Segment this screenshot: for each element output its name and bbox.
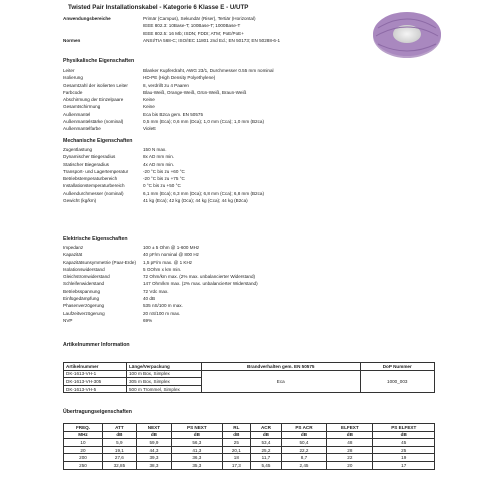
article-number: DK-1613-VH-1 xyxy=(64,370,127,378)
spec-label: Außenmantel xyxy=(63,111,91,117)
spec-row xyxy=(63,310,443,317)
spec-value: 535 nS/100 m max. xyxy=(143,303,183,309)
spec-label: Außenmantelstärke (nominal) xyxy=(63,119,124,125)
spec-row xyxy=(63,168,443,175)
unit-cell: dB xyxy=(281,431,326,439)
spec-label: Isolationswiderstand xyxy=(63,266,105,272)
table-cell: 20 xyxy=(64,446,103,454)
table-cell: 18 xyxy=(222,454,251,462)
table-cell: 20 xyxy=(327,461,373,469)
table-row xyxy=(64,446,435,454)
spec-value: 0,5 mm (Eca); 0,6 mm (Dca); 1,0 mm (Cca); 1,0 mm (B2ca) xyxy=(143,119,264,125)
application-row xyxy=(63,15,443,37)
spec-label: Leiter xyxy=(63,68,75,73)
table-cell: 48 xyxy=(327,439,373,447)
unit-cell: dB xyxy=(251,431,282,439)
table-cell: 22,2 xyxy=(281,446,326,454)
spec-value: 6,1 mm (Eca); 6,3 mm (Dca); 6,8 mm (Cca); 6,8 mm (B2ca) xyxy=(143,190,264,196)
article-number: DK-1613-VH-305 xyxy=(64,378,127,386)
spec-label: Laufzeitverzögerung xyxy=(63,310,105,316)
spec-row xyxy=(63,317,443,324)
table-cell: 41,3 xyxy=(172,446,222,454)
spec-row xyxy=(63,280,443,287)
spec-row xyxy=(63,266,443,273)
article-packaging: 305 m Box, Simplex xyxy=(127,378,202,386)
electrical-section xyxy=(63,244,443,324)
transmission-table xyxy=(63,423,435,470)
unit-cell: dB xyxy=(222,431,251,439)
spec-row xyxy=(63,259,443,266)
articles-table xyxy=(63,362,435,393)
spec-row xyxy=(63,175,443,182)
dop-number-cell: 1000_003 xyxy=(360,370,435,393)
spec-label: Abschirmung der Einzelpaare xyxy=(63,97,124,103)
table-cell: 45 xyxy=(373,439,435,447)
table-cell: 11,7 xyxy=(251,454,282,462)
table-cell: 17,3 xyxy=(222,461,251,469)
table-cell: 5,45 xyxy=(251,461,282,469)
spec-row xyxy=(63,288,443,295)
spec-label: Isolierung xyxy=(63,75,83,81)
table-cell: 28 xyxy=(327,446,373,454)
spec-value: HD-PE (High Density Polyethylene) xyxy=(143,75,216,81)
application-value-2: IEEE 802.3: 10Base-T; 100Base-T; 1000Base-T xyxy=(143,23,241,29)
mechanical-heading: Mechanische Eigenschaften xyxy=(63,138,133,144)
spec-label: Betriebstemperaturbereich xyxy=(63,176,118,182)
spec-label: Farbcode xyxy=(63,89,83,95)
spec-value: 72 Vdc max. xyxy=(143,288,169,294)
table-cell: 2,45 xyxy=(281,461,326,469)
spec-value: 40 dB xyxy=(143,296,156,302)
column-header: Artikelnummer xyxy=(64,363,127,371)
spec-label: Transport- und Lagertemperatur xyxy=(63,168,129,174)
spec-value: Eca bis B2ca gem. EN 50575 xyxy=(143,111,204,117)
table-cell: 250 xyxy=(64,461,103,469)
unit-cell: dB xyxy=(373,431,435,439)
spec-value: 1,5 pF/m max. @ 1 KHz xyxy=(143,259,193,265)
table-cell: 35,3 xyxy=(172,461,222,469)
spec-value: 8x AD mm min. xyxy=(143,154,175,160)
unit-cell: dB xyxy=(327,431,373,439)
spec-row xyxy=(63,302,443,309)
unit-cell: dB xyxy=(136,431,171,439)
spec-value: Keine xyxy=(143,97,155,103)
spec-row xyxy=(63,82,443,89)
spec-label: Phasenverzögerung xyxy=(63,303,105,309)
unit-cell: dB xyxy=(172,431,222,439)
table-cell: 20,1 xyxy=(222,446,251,454)
spec-value: 5 GOhm x km min. xyxy=(143,266,182,272)
column-header: RL xyxy=(222,424,251,432)
spec-value: 150 N max. xyxy=(143,147,167,152)
spec-value: 40 pF/m nominal @ 800 Hz xyxy=(143,252,199,258)
spec-label: Gleichstromwiderstand xyxy=(63,274,110,280)
spec-row xyxy=(63,74,443,81)
spec-value: 8, verdrillt zu 4 Paaren xyxy=(143,82,189,88)
spec-value: 69% xyxy=(143,317,153,323)
table-cell: 44,3 xyxy=(136,446,171,454)
spec-label: Installationstemperaturbereich xyxy=(63,183,125,189)
table-cell: 38,3 xyxy=(136,461,171,469)
spec-value: Blau-Weiß, Orange-Weiß, Grün-Weiß, Braun-Weiß xyxy=(143,89,247,95)
spec-row xyxy=(63,118,443,125)
table-cell: 5,9 xyxy=(102,439,136,447)
spec-value: 0 °C bis zu +50 °C xyxy=(143,183,181,189)
application-value-3: IEEE 802.5: 16 Mb; ISDN; FDDI; ATM; PoE/PoE+ xyxy=(143,30,244,36)
spec-row xyxy=(63,251,443,258)
spec-row xyxy=(63,125,443,132)
spec-value: 41 kg (Eca); 42 kg (Dca); 44 kg (Cca); 44 kg (B2ca) xyxy=(143,198,248,204)
spec-row xyxy=(63,161,443,168)
spec-label: Zugentlastung xyxy=(63,147,93,152)
table-header-row xyxy=(64,363,435,371)
spec-label: NVP xyxy=(63,317,73,323)
spec-label: Dynamischer Biegeradius xyxy=(63,154,116,160)
table-cell: 25 xyxy=(222,439,251,447)
table-cell: 53,4 xyxy=(251,439,282,447)
column-header: ELFEXT xyxy=(327,424,373,432)
spec-value: 147 Ohm/km max. (2% max. unbalancierter Widerstand) xyxy=(143,281,258,287)
table-cell: 25,2 xyxy=(251,446,282,454)
table-cell: 19 xyxy=(373,454,435,462)
table-row xyxy=(64,461,435,469)
spec-value: -20 °C bis zu +60 °C xyxy=(143,168,185,174)
spec-value: -20 °C bis zu +75 °C xyxy=(143,176,185,182)
spec-row xyxy=(63,295,443,302)
table-cell: 39,3 xyxy=(136,454,171,462)
column-header: Brandverhalten gem. EN 50575 xyxy=(202,363,361,371)
articles-heading: Artikelnummer Information xyxy=(63,342,130,348)
column-header: PS ELFEXT xyxy=(373,424,435,432)
table-cell: 25 xyxy=(373,446,435,454)
spec-row xyxy=(63,111,443,118)
norms-label: Normen xyxy=(63,37,81,43)
spec-label: Impedanz xyxy=(63,245,84,250)
spec-label: Kapazität xyxy=(63,252,83,258)
spec-row xyxy=(63,89,443,96)
spec-row xyxy=(63,67,443,74)
general-section xyxy=(63,15,443,44)
spec-label: Schleifenwiderstand xyxy=(63,281,105,287)
spec-row xyxy=(63,244,443,251)
table-cell: 50,4 xyxy=(281,439,326,447)
spec-row xyxy=(63,146,443,153)
table-row xyxy=(64,370,435,378)
fire-class-cell: Eca xyxy=(202,370,361,393)
column-header: PS ACR xyxy=(281,424,326,432)
spec-label: Gewicht (kg/km) xyxy=(63,198,97,204)
spec-row xyxy=(63,197,443,204)
electrical-heading: Elektrische Eigenschaften xyxy=(63,236,128,242)
table-cell: 56,3 xyxy=(172,439,222,447)
article-packaging: 100 m Box, Simplex xyxy=(127,370,202,378)
norms-value: ANSI/TIA 568-C; ISO/IEC 11801 2nd Ed.; EN 50173; EN 50288-6-1 xyxy=(143,37,281,43)
spec-row xyxy=(63,182,443,189)
spec-label: Gesamtzahl der isolierten Leiter xyxy=(63,82,128,88)
table-cell: 8,7 xyxy=(281,454,326,462)
units-row xyxy=(64,431,435,439)
table-cell: 200 xyxy=(64,454,103,462)
table-row xyxy=(64,454,435,462)
spec-label: Außenmantelfarbe xyxy=(63,126,101,132)
article-packaging: 500 m Trommel, Simplex xyxy=(127,385,202,393)
unit-cell: MHz xyxy=(64,431,103,439)
physical-section xyxy=(63,67,443,133)
table-row xyxy=(64,439,435,447)
spec-label: Gesamtschirmung xyxy=(63,104,101,110)
spec-value: 4x AD mm min. xyxy=(143,161,175,167)
transmission-heading: Übertragungseigenschaften xyxy=(63,409,132,415)
application-label: Anwendungsbereiche xyxy=(63,16,111,21)
spec-row xyxy=(63,103,443,110)
spec-label: Außendurchmesser (nominal) xyxy=(63,190,124,196)
mechanical-section xyxy=(63,146,443,204)
norms-row xyxy=(63,37,443,44)
column-header: ACR xyxy=(251,424,282,432)
table-cell: 22 xyxy=(327,454,373,462)
spec-label: Statischer Biegeradius xyxy=(63,161,109,167)
column-header: ATT xyxy=(102,424,136,432)
table-cell: 59,9 xyxy=(136,439,171,447)
spec-row xyxy=(63,96,443,103)
table-cell: 36,3 xyxy=(172,454,222,462)
spec-row xyxy=(63,153,443,160)
spec-value: 72 Ohm/km max. (2% max. unbalancierter Widerstand) xyxy=(143,274,256,280)
table-cell: 27,6 xyxy=(102,454,136,462)
column-header: FREQ. xyxy=(64,424,103,432)
table-cell: 32,85 xyxy=(102,461,136,469)
spec-label: Kapazitätsunsymmetrie (Paar-Erde) xyxy=(63,259,137,265)
spec-label: Betriebsspannung xyxy=(63,288,101,294)
article-number: DK-1613-VH-5 xyxy=(64,385,127,393)
spec-row xyxy=(63,273,443,280)
table-cell: 10 xyxy=(64,439,103,447)
spec-label: Einfügedämpfung xyxy=(63,296,100,302)
spec-value: 20 nS/100 m max. xyxy=(143,310,181,316)
table-cell: 19,1 xyxy=(102,446,136,454)
spec-value: Violett xyxy=(143,126,156,132)
spec-value: Blanker Kupferdraht, AWG 23/1, Durchmesser 0.55 mm nominal xyxy=(143,68,274,73)
column-header: DoP Nummer xyxy=(360,363,435,371)
column-header: PS NEXT xyxy=(172,424,222,432)
spec-row xyxy=(63,190,443,197)
column-header: Länge/Verpackung xyxy=(127,363,202,371)
column-header: NEXT xyxy=(136,424,171,432)
table-cell: 17 xyxy=(373,461,435,469)
document-title: Twisted Pair Installationskabel - Kategorie 6 Klasse E - U/UTP xyxy=(68,4,249,11)
spec-value: Keine xyxy=(143,104,155,110)
unit-cell: dB xyxy=(102,431,136,439)
spec-value: 100 ± 5 Ohm @ 1-600 MHz xyxy=(143,245,200,250)
physical-heading: Physikalische Eigenschaften xyxy=(63,58,135,64)
application-value-1: Primär (Campus), Sekundär (Riser), Tertiär (Horizontal) xyxy=(143,16,256,21)
table-header-row xyxy=(64,424,435,432)
